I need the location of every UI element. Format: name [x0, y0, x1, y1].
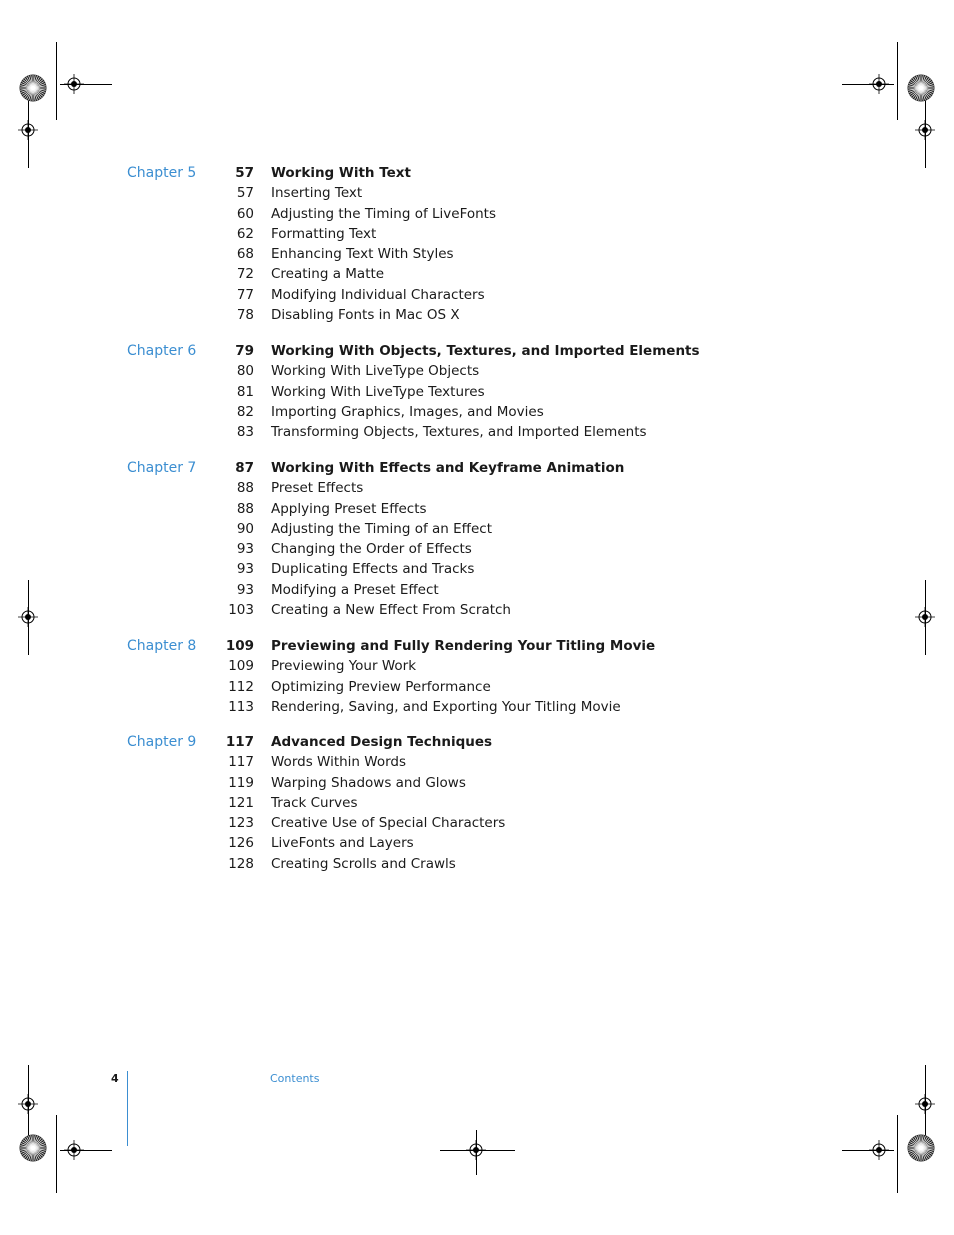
entry-page-number: 78 [236, 306, 254, 323]
toc-entry[interactable] [0, 361, 954, 381]
toc-entry[interactable] [0, 697, 954, 717]
toc-entry[interactable] [0, 305, 954, 325]
entry-title: LiveFonts and Layers [271, 835, 414, 852]
entry-title: Working With LiveType Objects [271, 363, 480, 380]
entry-title: Changing the Order of Effects [271, 541, 472, 557]
entry-title: Enhancing Text With Styles [271, 246, 454, 262]
entry-page-number: 83 [236, 424, 254, 440]
toc-entry[interactable] [0, 559, 954, 579]
entry-title: Modifying a Preset Effect [271, 581, 439, 598]
toc-entry[interactable] [0, 285, 954, 305]
toc-entry[interactable] [0, 813, 954, 833]
entry-title: Creating Scrolls and Crawls [271, 855, 456, 872]
entry-title: Words Within Words [271, 754, 407, 771]
entry-page-number: 112 [228, 678, 254, 695]
entry-page-number: 57 [235, 165, 254, 181]
crop-mark [897, 1115, 898, 1193]
entry-title: Modifying Individual Characters [271, 286, 485, 303]
entry-page-number: 126 [228, 835, 254, 852]
entry-title: Adjusting the Timing of an Effect [271, 520, 492, 537]
entry-title: Rendering, Saving, and Exporting Your Titling Movie [271, 698, 621, 715]
chapter-label[interactable]: Chapter 7 [127, 460, 197, 476]
toc-entry[interactable] [0, 422, 954, 442]
entry-title: Working With Effects and Keyframe Animation [271, 460, 625, 476]
toc-entry[interactable] [0, 656, 954, 676]
toc-entry[interactable] [0, 773, 954, 793]
star-target-icon [907, 74, 935, 102]
toc-entry[interactable] [0, 244, 954, 264]
chapter-title-entry[interactable] [0, 636, 954, 656]
entry-title: Preset Effects [271, 480, 364, 497]
registration-mark-icon [869, 1140, 889, 1160]
entry-page-number: 121 [228, 794, 254, 811]
registration-mark-icon [869, 74, 889, 94]
registration-mark-icon [18, 607, 38, 627]
entry-page-number: 119 [228, 774, 254, 791]
footer-page-number: 4 [111, 1072, 119, 1085]
entry-page-number: 113 [228, 698, 254, 715]
star-target-icon [19, 1134, 47, 1162]
registration-mark-icon [18, 1094, 38, 1114]
entry-title: Previewing Your Work [271, 658, 417, 675]
entry-title: Previewing and Fully Rendering Your Titling Movie [271, 638, 656, 654]
entry-title: Inserting Text [271, 185, 363, 202]
toc-entry[interactable] [0, 478, 954, 498]
entry-page-number: 72 [236, 266, 254, 283]
entry-title: Creating a Matte [271, 266, 385, 283]
toc-entry[interactable] [0, 580, 954, 600]
chapter-title-entry[interactable] [0, 732, 954, 752]
entry-page-number: 88 [236, 480, 254, 497]
entry-title: Creative Use of Special Characters [271, 815, 506, 831]
toc-entry[interactable] [0, 793, 954, 813]
toc-entry[interactable] [0, 499, 954, 519]
toc-entry[interactable] [0, 752, 954, 772]
crop-mark [56, 42, 57, 120]
entry-page-number: 62 [236, 225, 254, 242]
toc-entry[interactable] [0, 833, 954, 853]
toc-entry[interactable] [0, 402, 954, 422]
entry-page-number: 77 [236, 286, 254, 303]
registration-mark-icon [915, 1094, 935, 1114]
chapter-label[interactable]: Chapter 8 [127, 638, 197, 654]
entry-title: Advanced Design Techniques [271, 734, 493, 750]
chapter-title-entry[interactable] [0, 458, 954, 478]
toc-entry[interactable] [0, 600, 954, 620]
entry-page-number: 128 [228, 855, 254, 872]
entry-page-number: 82 [236, 403, 254, 420]
chapter-label[interactable]: Chapter 5 [127, 165, 197, 181]
entry-page-number: 87 [235, 460, 254, 476]
entry-page-number: 68 [236, 246, 254, 262]
registration-mark-icon [915, 120, 935, 140]
chapter-label[interactable]: Chapter 6 [127, 343, 197, 359]
registration-mark-icon [18, 120, 38, 140]
entry-page-number: 79 [235, 343, 254, 359]
registration-mark-icon [915, 607, 935, 627]
toc-entry[interactable] [0, 539, 954, 559]
toc-entry[interactable] [0, 264, 954, 284]
entry-title: Duplicating Effects and Tracks [271, 561, 475, 578]
entry-title: Transforming Objects, Textures, and Imported Elements [271, 424, 647, 440]
entry-page-number: 123 [228, 815, 254, 831]
entry-page-number: 109 [228, 658, 254, 675]
entry-page-number: 109 [225, 638, 254, 654]
footer-rule [127, 1071, 128, 1146]
entry-title: Working With Objects, Textures, and Imported Elements [271, 343, 700, 359]
star-target-icon [19, 74, 47, 102]
chapter-title-entry[interactable] [0, 163, 954, 183]
star-target-icon [907, 1134, 935, 1162]
entry-title: Creating a New Effect From Scratch [271, 601, 511, 618]
toc-entry[interactable] [0, 224, 954, 244]
chapter-title-entry[interactable] [0, 341, 954, 361]
entry-title: Disabling Fonts in Mac OS X [271, 306, 460, 323]
entry-title: Working With LiveType Textures [271, 383, 485, 400]
crop-mark [56, 1115, 57, 1193]
footer-section-label: Contents [270, 1072, 320, 1085]
entry-title: Formatting Text [271, 225, 377, 242]
entry-page-number: 93 [236, 581, 254, 598]
entry-title: Working With Text [271, 165, 411, 181]
entry-page-number: 80 [236, 363, 254, 380]
toc-entry[interactable] [0, 854, 954, 874]
toc-entry[interactable] [0, 382, 954, 402]
entry-page-number: 60 [236, 205, 254, 222]
entry-title: Applying Preset Effects [271, 500, 427, 517]
toc-entry[interactable] [0, 204, 954, 224]
entry-title: Importing Graphics, Images, and Movies [271, 403, 544, 420]
entry-page-number: 90 [236, 520, 254, 537]
crop-mark [897, 42, 898, 120]
entry-page-number: 81 [236, 383, 254, 400]
entry-title: Adjusting the Timing of LiveFonts [271, 205, 497, 222]
toc-entry[interactable] [0, 677, 954, 697]
entry-title: Track Curves [271, 794, 358, 811]
entry-title: Optimizing Preview Performance [271, 678, 491, 695]
chapter-label[interactable]: Chapter 9 [127, 734, 197, 750]
entry-page-number: 117 [228, 754, 254, 771]
entry-page-number: 88 [236, 500, 254, 517]
entry-page-number: 57 [236, 185, 254, 202]
toc-entry[interactable] [0, 519, 954, 539]
entry-page-number: 103 [228, 601, 254, 618]
registration-mark-icon [466, 1140, 486, 1160]
toc-entry[interactable] [0, 183, 954, 203]
entry-page-number: 93 [236, 541, 254, 557]
registration-mark-icon [64, 1140, 84, 1160]
registration-mark-icon [64, 74, 84, 94]
entry-page-number: 117 [225, 734, 254, 750]
entry-title: Warping Shadows and Glows [271, 774, 466, 791]
entry-page-number: 93 [236, 561, 254, 578]
